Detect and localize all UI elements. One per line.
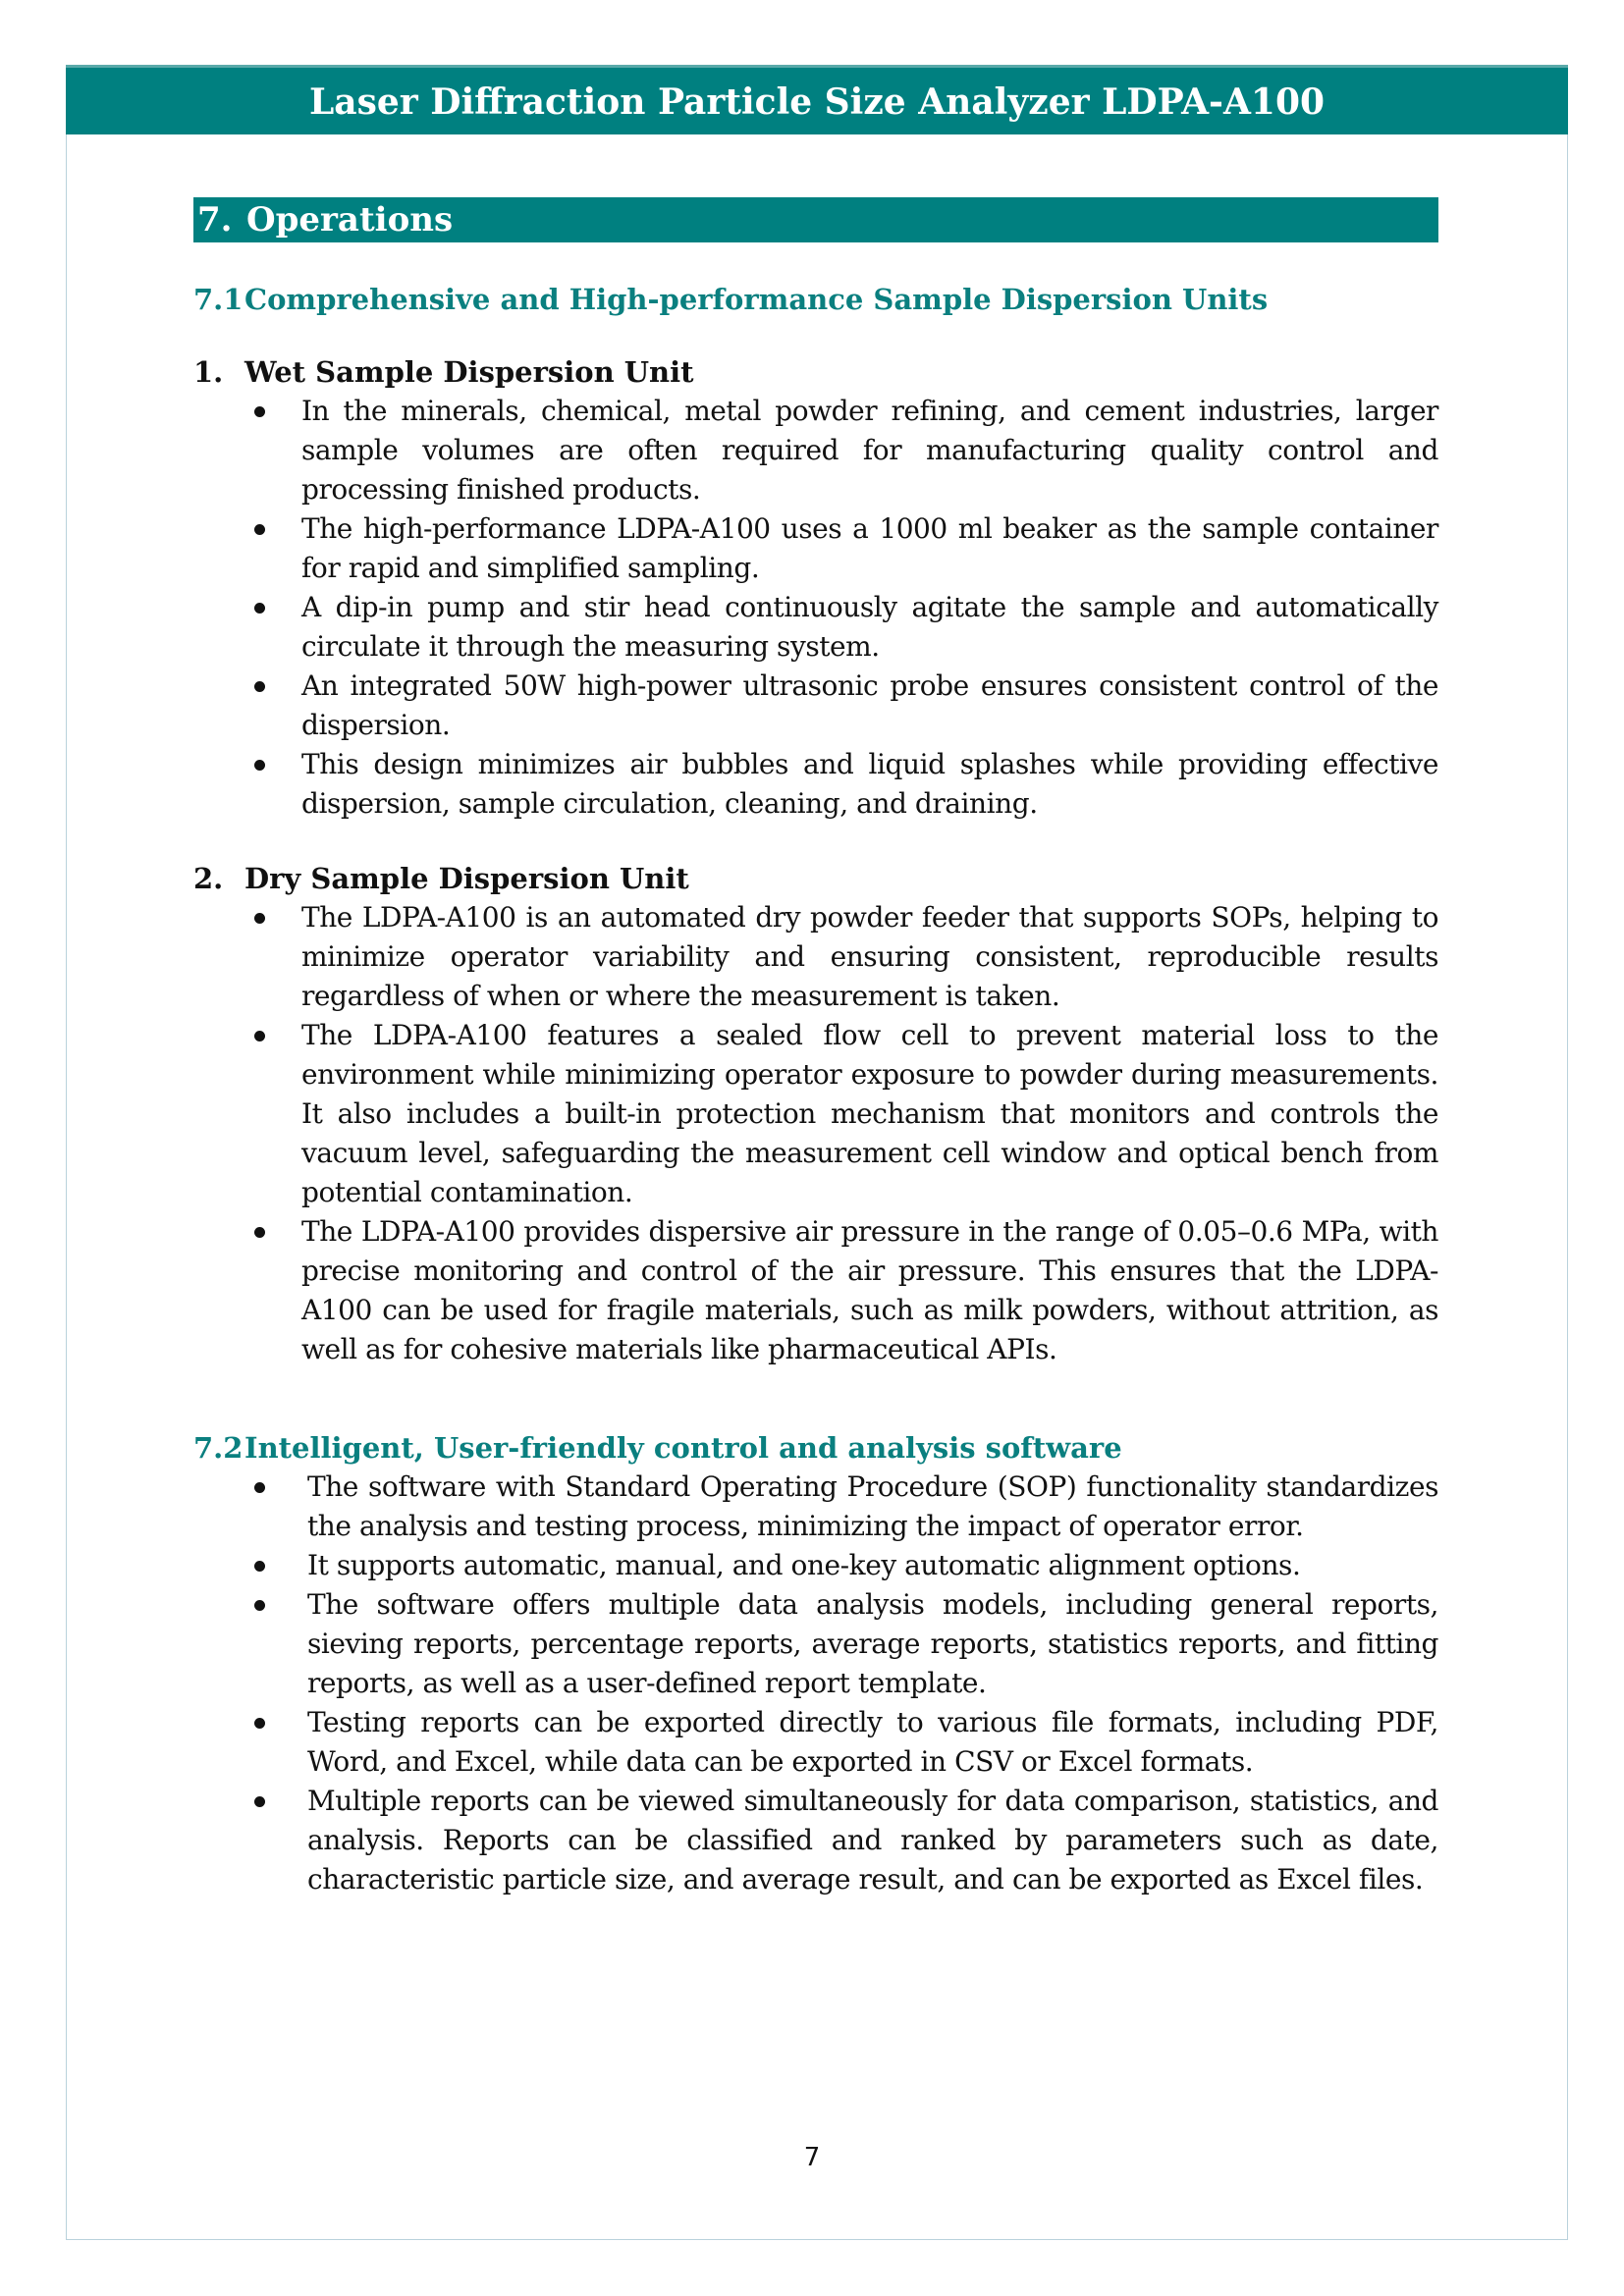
page-content [193, 197, 1438, 1899]
bullet-icon [254, 1718, 265, 1729]
list-item [193, 509, 1438, 588]
document-title: Laser Diffraction Particle Size Analyzer LDPA-A100 [308, 81, 1326, 123]
list-item-text: It supports automatic, manual, and one-key automatic alignment options. [307, 1549, 1301, 1581]
chapter-title: Operations [246, 200, 454, 240]
subheading-title: Wet Sample Dispersion Unit [244, 355, 694, 389]
bullet-icon [254, 760, 265, 771]
bullet-icon [254, 1482, 265, 1493]
bullet-icon [254, 681, 265, 692]
list-item-text: In the minerals, chemical, metal powder refining, and cement industries, larger sample volumes are often required for manufacturing quality control and processing finished products. [301, 395, 1438, 506]
bullet-icon [254, 406, 265, 417]
bullet-icon [254, 1600, 265, 1611]
bullet-icon [254, 603, 265, 614]
bullet-icon [254, 913, 265, 924]
chapter-number: 7. [197, 200, 233, 240]
section-number: 7.1 [193, 283, 244, 316]
chapter-heading [193, 197, 1438, 242]
list-item-text: An integrated 50W high-power ultrasonic probe ensures consistent control of the dispersion. [301, 669, 1438, 741]
list-item [193, 1212, 1438, 1369]
section-heading-7-2 [193, 1428, 1438, 1468]
list-item [193, 1703, 1438, 1782]
list-item [193, 745, 1438, 824]
section-number: 7.2 [193, 1431, 244, 1465]
document-header [66, 65, 1568, 134]
bullet-icon [254, 524, 265, 535]
list-item-text: The software with Standard Operating Procedure (SOP) functionality standardizes the analysis and testing process, minimizing the impact of operator error. [307, 1470, 1438, 1542]
list-item [193, 588, 1438, 667]
subheading-dry-dispersion [193, 859, 1438, 898]
page-number: 7 [803, 2143, 821, 2172]
list-item-text: Multiple reports can be viewed simultaneously for data comparison, statistics, and analysis. Reports can be classified and ranked by parameters such as date, characteristic particle size, and average result, and can be exported as Excel files. [307, 1785, 1438, 1896]
list-item-text: A dip-in pump and stir head continuously agitate the sample and automatically circulate it through the measuring system. [301, 591, 1438, 663]
list-item-text: Testing reports can be exported directly to various file formats, including PDF, Word, and Excel, while data can be exported in CSV or Excel formats. [307, 1706, 1438, 1778]
list-item-text: The high-performance LDPA-A100 uses a 1000 ml beaker as the sample container for rapid and simplified sampling. [301, 512, 1438, 584]
list-item [193, 898, 1438, 1016]
list-item-text: This design minimizes air bubbles and liquid splashes while providing effective dispersion, sample circulation, cleaning, and draining. [301, 748, 1438, 820]
section-title: Comprehensive and High-performance Sample Dispersion Units [244, 283, 1269, 316]
list-item [193, 1585, 1438, 1703]
list-item [193, 1468, 1438, 1546]
section-heading-7-1 [193, 280, 1438, 319]
list-item-text: The LDPA-A100 is an automated dry powder feeder that supports SOPs, helping to minimize operator variability and ensuring consistent, reproducible results regardless of when or where the measurement is taken. [301, 901, 1438, 1012]
list-item [193, 1016, 1438, 1212]
bullet-icon [254, 1796, 265, 1807]
list-item [193, 1782, 1438, 1899]
bullet-icon [254, 1031, 265, 1041]
bullet-list-software [193, 1468, 1438, 1899]
list-item-text: The LDPA-A100 provides dispersive air pressure in the range of 0.05–0.6 MPa, with precise monitoring and control of the air pressure. This ensures that the LDPA-A100 can be used for fragile materials, such as milk powders, without attrition, as well as for cohesive materials like pharmaceutical APIs. [301, 1215, 1438, 1365]
list-item [193, 667, 1438, 745]
subheading-number: 2. [193, 862, 224, 895]
list-item-text: The LDPA-A100 features a sealed flow cell to prevent material loss to the environment while minimizing operator exposure to powder during measurements. It also includes a built-in protection mechanism that monitors and controls the vacuum level, safeguarding the measurement cell window and optical bench from potential contamination. [301, 1019, 1438, 1208]
list-item [193, 392, 1438, 509]
section-title: Intelligent, User-friendly control and analysis software [244, 1431, 1122, 1465]
bullet-icon [254, 1561, 265, 1572]
list-item [193, 1546, 1438, 1585]
bullet-list-dry-dispersion [193, 898, 1438, 1369]
list-item-text: The software offers multiple data analysis models, including general reports, sieving reports, percentage reports, average reports, statistics reports, and fitting reports, as well as a user-defined report template. [307, 1588, 1438, 1699]
subheading-number: 1. [193, 355, 224, 389]
subheading-wet-dispersion [193, 352, 1438, 392]
bullet-list-wet-dispersion [193, 392, 1438, 824]
bullet-icon [254, 1227, 265, 1238]
subheading-title: Dry Sample Dispersion Unit [244, 862, 689, 895]
